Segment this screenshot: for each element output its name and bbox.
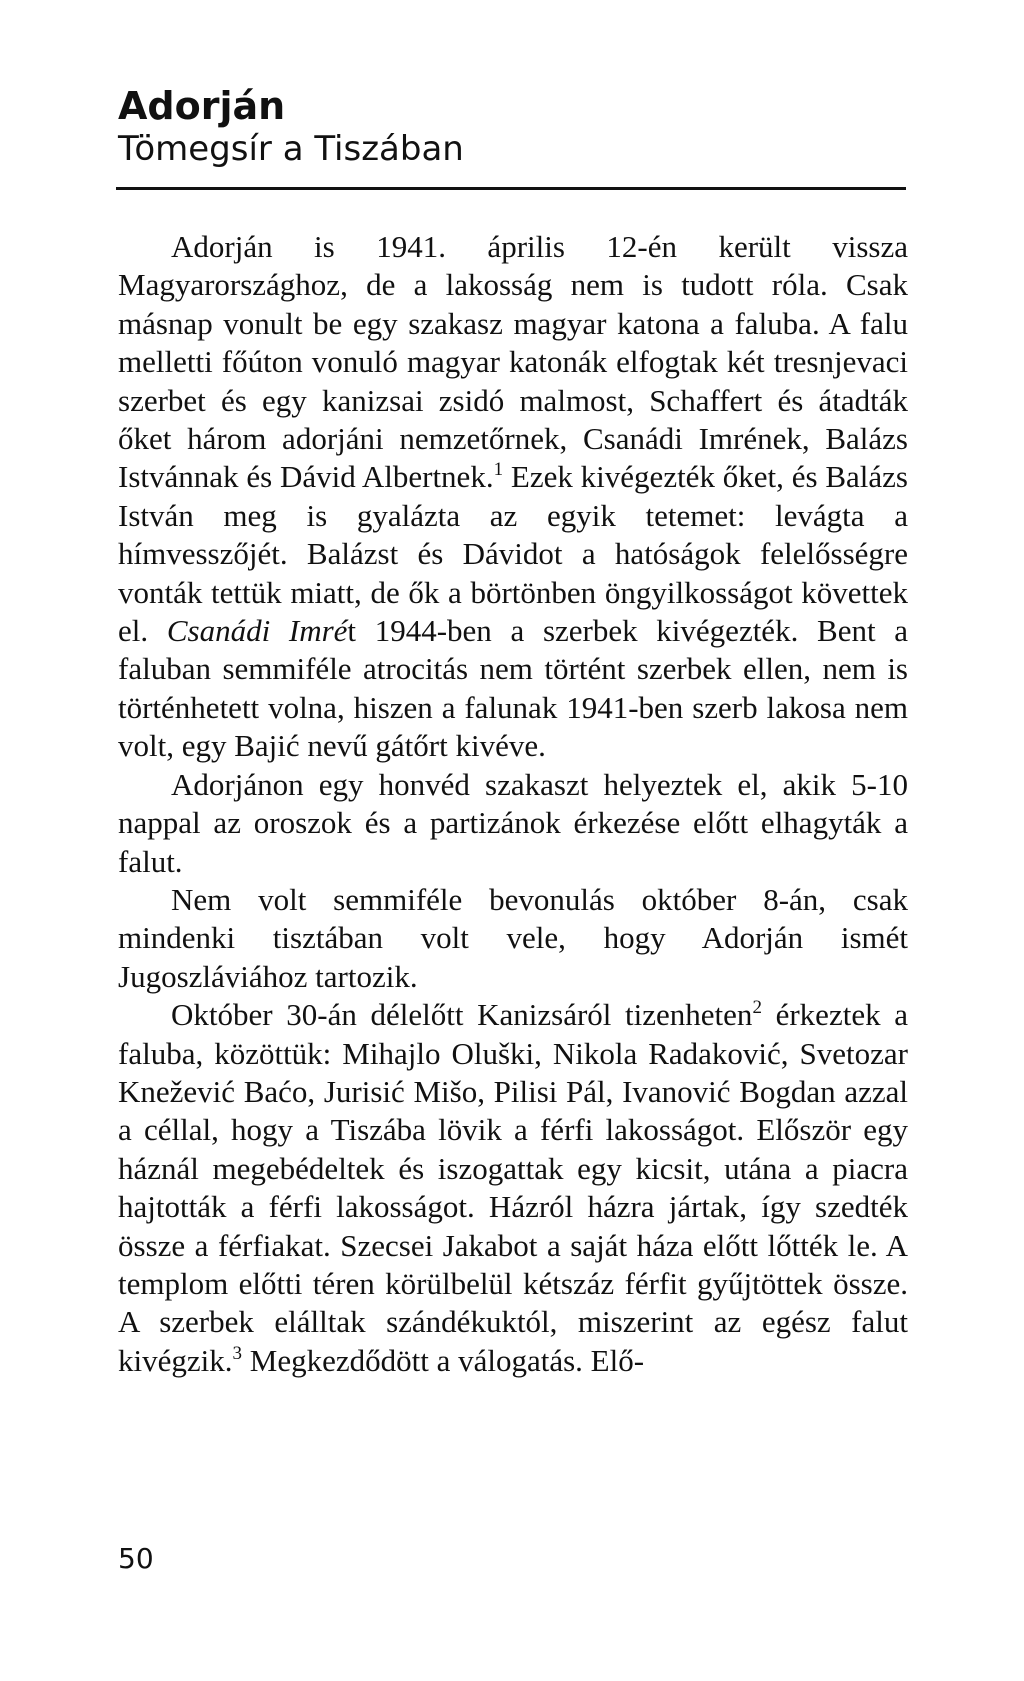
paragraph-2: Adorjánon egy honvéd szakaszt helyeztek el, akik 5-10 nappal az oroszok és a partizánok érkezése előtt elhagyták a falut.: [118, 766, 908, 879]
footnote-ref-3[interactable]: 3: [232, 1342, 242, 1364]
paragraph-4: [118, 996, 908, 1380]
paragraph-1: [118, 228, 908, 766]
paragraph-4-part-c: Megkezdődött a válogatás. Elő-: [242, 1342, 645, 1378]
italic-name: Csanádi Imré: [166, 613, 348, 649]
paragraph-1-part-b: Ezek kivégezték őket, és Balázs István meg is gyalázta az egyik tetemet: levágta a hímvesszőjét. Balázst és Dávidot a hatóságok felelősségre vonták tettük miatt, de ők a börtönben öngyilkosságot követtek el.: [118, 459, 908, 649]
paragraph-3: Nem volt semmiféle bevonulás október 8-án, csak mindenki tisztában volt vele, hogy Adorján ismét Jugoszláviához tartozik.: [118, 881, 908, 994]
header-rule: [116, 187, 906, 190]
body-text: [118, 228, 908, 1380]
paragraph-4-part-b: érkeztek a faluba, közöttük: Mihajlo Oluški, Nikola Radaković, Svetozar Knežević Baćo, Jurisić Mišo, Pilisi Pál, Ivanović Bogdan azzal a céllal, hogy a Tiszába lövik a férfi lakosságot. Először egy háznál megebédeltek és iszogattak egy kicsit, utána a piacra hajtották a férfi lakosságot. Házról házra jártak, így szedték össze a férfiakat. Szecsei Jakabot a saját háza előtt lőtték le. A templom előtti téren körülbelül kétszáz férfit gyűjtöttek össze. A szerbek elálltak szándékuktól, miszerint az egész falut kivégzik.: [118, 997, 908, 1378]
paragraph-4-part-a: Október 30-án délelőtt Kanizsáról tizenheten: [171, 997, 753, 1033]
paragraph-1-part-a: Adorján is 1941. április 12-én került vissza Magyarországhoz, de a lakosság nem is tudott róla. Csak másnap vonult be egy szakasz magyar katona a faluba. A falu melletti főúton vonuló magyar katonák elfogtak két tresnjevaci szerbet és egy kanizsai zsidó malmost, Schaffert és átadták őket három adorjáni nemzetőrnek, Csanádi Imrének, Balázs Istvánnak és Dávid Albertnek.: [118, 229, 908, 495]
chapter-title: Adorján: [118, 84, 286, 128]
footnote-ref-1[interactable]: 1: [493, 459, 504, 481]
page-number: 50: [118, 1542, 154, 1575]
footnote-ref-2[interactable]: 2: [752, 997, 762, 1019]
paragraph-1-part-c: t 1944-ben a szerbek kivégezték. Bent a faluban semmiféle atrocitás nem történt szerbek ellen, nem is történhetett volna, hiszen a falunak 1941-ben szerb lakosa nem volt, egy Bajić nevű gátőrt kivéve.: [118, 613, 909, 764]
running-head: [118, 84, 908, 170]
chapter-subtitle: Tömegsír a Tiszában: [118, 129, 464, 169]
